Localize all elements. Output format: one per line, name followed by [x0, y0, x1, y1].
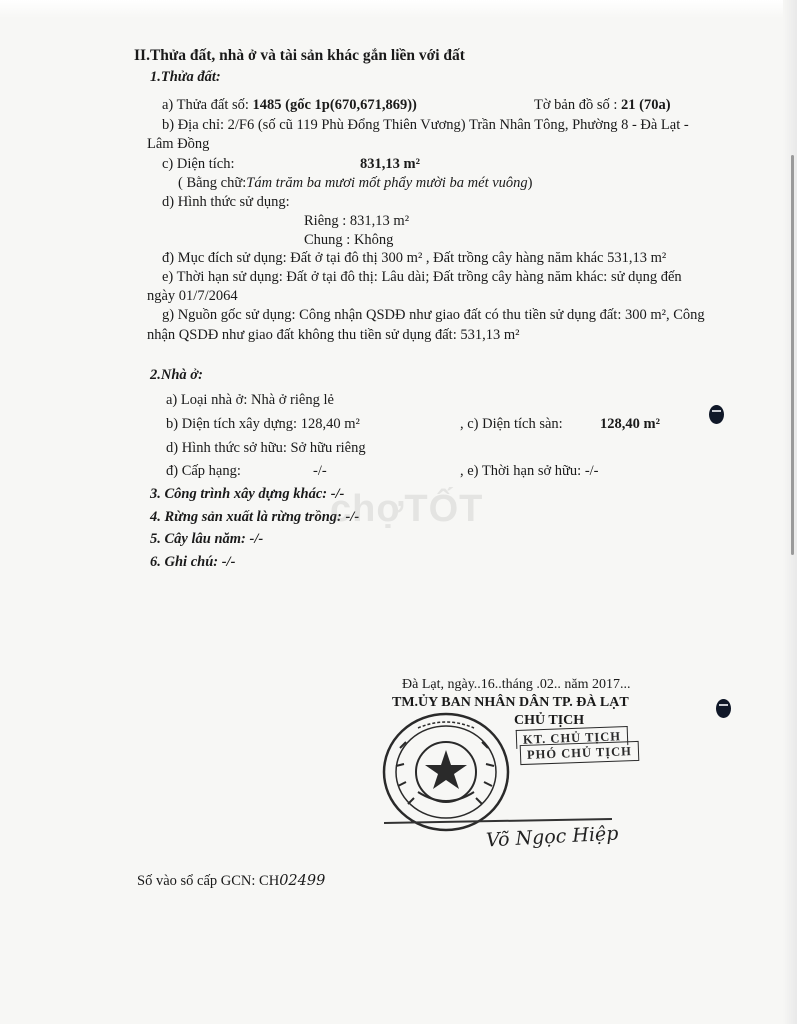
land-parcel-label: a) Thửa đất số: [162, 97, 253, 113]
section-title: II.Thửa đất, nhà ở và tài sản khác gắn liền với đất [134, 47, 465, 64]
gcn-registry-label: Số vào sổ cấp GCN: CH [137, 873, 280, 889]
land-heading: 1.Thửa đất: [150, 69, 221, 85]
gcn-registry-number: 02499 [279, 873, 326, 889]
land-area-words-suffix: ) [527, 175, 533, 191]
usage-term-line2: ngày 01/7/2064 [147, 288, 238, 304]
house-floor-area-value: 128,40 m² [600, 416, 660, 432]
house-heading: 2.Nhà ở: [150, 367, 203, 383]
house-ownership-term: , e) Thời hạn sở hữu: -/- [460, 463, 599, 479]
land-area-label: c) Diện tích: [162, 156, 235, 172]
seal-graphic [378, 708, 518, 838]
land-area-value: 831,13 m² [360, 156, 420, 172]
scan-mark-1 [709, 405, 724, 424]
house-build-area-label: b) Diện tích xây dựng: [166, 416, 301, 432]
map-sheet-row [534, 96, 671, 114]
usage-origin-line1: g) Nguồn gốc sử dụng: Công nhận QSDĐ như giao đất có thu tiền sử dụng đất: 300 m², Công [162, 307, 705, 323]
land-address-line1: b) Địa chỉ: 2/F6 (số cũ 119 Phù Đổng Thiên Vương) Trần Nhân Tông, Phường 8 - Đà Lạt - [162, 117, 689, 133]
production-forest: 4. Rừng sản xuất là rừng trồng: -/- [150, 509, 360, 525]
usage-origin-line2: nhận QSDĐ như giao đất không thu tiền sử dụng đất: 531,13 m² [147, 327, 520, 343]
scrollbar-thumb[interactable] [791, 155, 794, 555]
house-type: a) Loại nhà ở: Nhà ở riêng lẻ [166, 392, 334, 408]
sign-org: TM.ỦY BAN NHÂN DÂN TP. ĐÀ LẠT [392, 695, 629, 710]
land-address-line2: Lâm Đồng [147, 136, 210, 152]
house-grade-label: đ) Cấp hạng: [166, 463, 241, 479]
land-area-words [178, 174, 533, 192]
gcn-registry [137, 872, 325, 890]
other-construction: 3. Công trình xây dựng khác: -/- [150, 486, 345, 502]
house-floor-area-label: , c) Diện tích sàn: [460, 416, 563, 432]
usage-form-label: d) Hình thức sử dụng: [162, 194, 290, 210]
stamp-vice-chair: PHÓ CHỦ TỊCH [520, 741, 639, 765]
usage-private-value: 831,13 m² [349, 213, 410, 229]
house-build-area-value: 128,40 m² [300, 416, 360, 432]
signer-name: Võ Ngọc Hiệp [485, 822, 619, 852]
usage-term-line1: e) Thời hạn sử dụng: Đất ở tại đô thị: Lâu dài; Đất trồng cây hàng năm khác: sử dụng đến [162, 269, 682, 285]
usage-shared-label: Chung : [304, 232, 351, 248]
house-ownership: d) Hình thức sở hữu: Sở hữu riêng [166, 440, 366, 456]
stamp-kt-chair: KT. CHỦ TỊCH [516, 726, 629, 749]
sign-date: Đà Lạt, ngày..16..tháng .02.. năm 2017... [402, 677, 631, 692]
land-area-words-text: Tám trăm ba mươi mốt phẩy mười ba mét vuông [246, 175, 528, 191]
paper-edge-top [0, 0, 797, 18]
usage-shared-value: Không [353, 232, 394, 248]
official-seal [378, 708, 518, 838]
land-parcel-value: 1485 (gốc 1p(670,671,869)) [252, 97, 417, 113]
notes: 6. Ghi chú: -/- [150, 554, 236, 570]
house-grade-value: -/- [313, 463, 327, 479]
land-area-words-prefix: ( Bằng chữ: [178, 175, 247, 191]
usage-shared-row [304, 231, 393, 249]
usage-private-row [304, 212, 409, 230]
house-build-area-row [166, 415, 360, 433]
perennial-trees: 5. Cây lâu năm: -/- [150, 531, 264, 547]
paper-edge-right [783, 0, 797, 1024]
usage-private-label: Riêng : [304, 213, 347, 229]
sign-chair: CHỦ TỊCH [514, 713, 585, 728]
map-sheet-value: 21 (70a) [621, 97, 671, 113]
usage-purpose: đ) Mục đích sử dụng: Đất ở tại đô thị 300 m² , Đất trồng cây hàng năm khác 531,13 m² [162, 250, 667, 266]
scan-mark-2 [716, 699, 731, 718]
map-sheet-label: Tờ bản đồ số : [534, 97, 622, 113]
chotot-watermark: chợTỐT [330, 488, 484, 530]
land-parcel-row [162, 96, 417, 114]
